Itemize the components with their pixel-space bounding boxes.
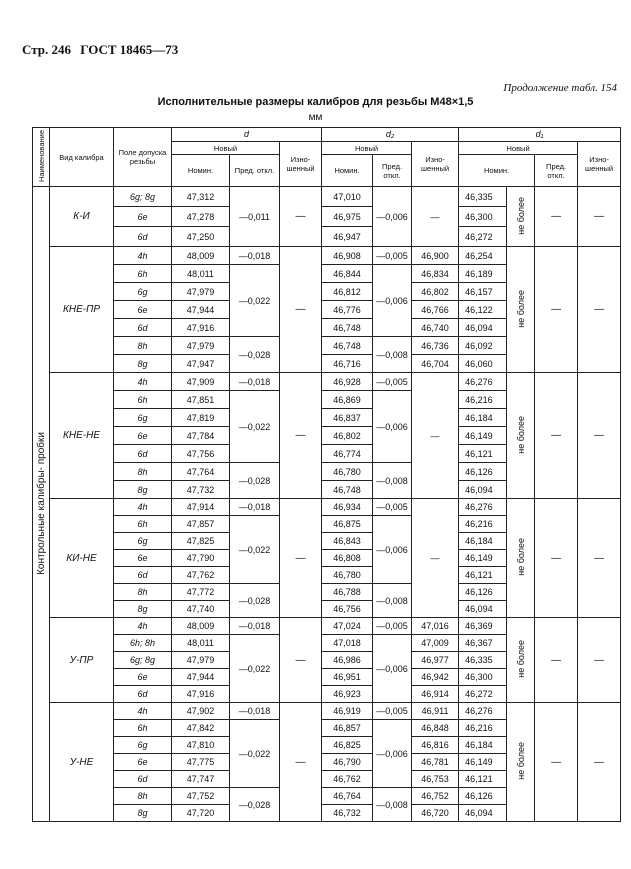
d2-worn: 47,016 <box>412 618 459 635</box>
d1-worn-header: Изно-шенный <box>578 142 621 187</box>
col-name-header: Наименование <box>33 128 50 187</box>
unit-label: мм <box>308 112 323 123</box>
d2-nominal: 46,780 <box>322 567 373 584</box>
d1-nominal: 46,184 <box>459 409 507 427</box>
table-row <box>33 187 621 207</box>
tolerance-field: 6e <box>114 669 172 686</box>
d1-nominal: 46,149 <box>459 427 507 445</box>
calibre-type: КИ-НЕ <box>50 499 114 618</box>
tolerance-field: 6d <box>114 686 172 703</box>
d1-dev-header: Пред. откл. <box>535 155 578 187</box>
d2-nominal: 46,825 <box>322 737 373 754</box>
d-nominal: 47,851 <box>172 391 230 409</box>
d-nominal: 47,842 <box>172 720 230 737</box>
d2-nominal: 46,732 <box>322 805 373 822</box>
d-worn: — <box>280 247 322 373</box>
d2-worn: 46,781 <box>412 754 459 771</box>
d2-worn: 46,848 <box>412 720 459 737</box>
d-deviation: —0,011 <box>230 187 280 247</box>
d1-nominal: 46,149 <box>459 550 507 567</box>
tolerance-field: 8g <box>114 805 172 822</box>
d2-nominal: 47,024 <box>322 618 373 635</box>
d2-deviation: —0,005 <box>373 618 412 635</box>
d-nominal: 47,790 <box>172 550 230 567</box>
d2-nominal: 46,986 <box>322 652 373 669</box>
d2-nominal: 47,018 <box>322 635 373 652</box>
not-more-label: не более <box>507 187 535 247</box>
d-worn: — <box>280 499 322 618</box>
d-nominal: 47,752 <box>172 788 230 805</box>
d2-worn: 46,977 <box>412 652 459 669</box>
d-nominal: 47,825 <box>172 533 230 550</box>
d-nominal: 47,775 <box>172 754 230 771</box>
d-nominal: 47,720 <box>172 805 230 822</box>
tolerance-field: 4h <box>114 373 172 391</box>
d-nominal: 47,916 <box>172 686 230 703</box>
d-nominal: 47,762 <box>172 567 230 584</box>
d1-nominal: 46,121 <box>459 771 507 788</box>
standard-code: ГОСТ 18465—73 <box>80 42 179 57</box>
d2-deviation: —0,005 <box>373 373 412 391</box>
d-deviation: —0,018 <box>230 373 280 391</box>
d-nominal: 47,312 <box>172 187 230 207</box>
d1-nominal: 46,276 <box>459 499 507 516</box>
not-more-label: не более <box>507 703 535 822</box>
d-nominal: 47,916 <box>172 319 230 337</box>
col-tolerance-header: Поле допуска резьбы <box>114 128 172 187</box>
d-deviation: —0,022 <box>230 391 280 463</box>
d1-nominal: 46,126 <box>459 584 507 601</box>
calibre-type: КНЕ-ПР <box>50 247 114 373</box>
d2-worn: 46,720 <box>412 805 459 822</box>
d2-nominal: 46,756 <box>322 601 373 618</box>
d1-nominal: 46,189 <box>459 265 507 283</box>
d-deviation: —0,028 <box>230 337 280 373</box>
tolerance-field: 6e <box>114 301 172 319</box>
d2-nominal: 46,812 <box>322 283 373 301</box>
d-worn: — <box>280 618 322 703</box>
tolerance-field: 6g <box>114 533 172 550</box>
d-nominal: 47,857 <box>172 516 230 533</box>
d-nominal: 47,250 <box>172 227 230 247</box>
tolerance-field: 6g <box>114 737 172 754</box>
d1-nominal: 46,122 <box>459 301 507 319</box>
d1-deviation: — <box>535 247 578 373</box>
d2-worn: 46,752 <box>412 788 459 805</box>
table-title: Исполнительные размеры калибров для резьбы M48×1,5 <box>157 96 474 108</box>
d-nominal: 47,756 <box>172 445 230 463</box>
d2-nominal: 46,975 <box>322 207 373 227</box>
tolerance-field: 6d <box>114 445 172 463</box>
tolerance-field: 8g <box>114 601 172 618</box>
d-deviation: —0,022 <box>230 635 280 703</box>
d1-nominal: 46,254 <box>459 247 507 265</box>
d-deviation: —0,028 <box>230 463 280 499</box>
col-d2-header: d₂ <box>322 128 459 142</box>
d1-nominal: 46,092 <box>459 337 507 355</box>
d2-worn: 46,740 <box>412 319 459 337</box>
tolerance-field: 6g; 8g <box>114 187 172 207</box>
d-nominal: 47,810 <box>172 737 230 754</box>
d-nominal: 47,819 <box>172 409 230 427</box>
d2-worn-header: Изно-шенный <box>412 142 459 187</box>
d2-deviation: —0,006 <box>373 635 412 703</box>
tolerance-field: 6e <box>114 550 172 567</box>
d2-worn: 46,914 <box>412 686 459 703</box>
d2-nominal: 46,923 <box>322 686 373 703</box>
d1-nominal: 46,149 <box>459 754 507 771</box>
d2-worn: 46,942 <box>412 669 459 686</box>
d1-deviation: — <box>535 703 578 822</box>
tolerance-field: 6e <box>114 427 172 445</box>
d-nominal: 48,009 <box>172 618 230 635</box>
page-header <box>22 42 184 58</box>
d2-nominal: 46,716 <box>322 355 373 373</box>
calibre-type: У-ПР <box>50 618 114 703</box>
d1-deviation: — <box>535 187 578 247</box>
d2-deviation: —0,008 <box>373 584 412 618</box>
d-deviation: —0,022 <box>230 516 280 584</box>
d1-nominal: 46,367 <box>459 635 507 652</box>
d2-nominal: 46,790 <box>322 754 373 771</box>
d2-nominal-header: Номин. <box>322 155 373 187</box>
d1-nominal: 46,272 <box>459 227 507 247</box>
d2-nominal: 46,951 <box>322 669 373 686</box>
tolerance-field: 6d <box>114 771 172 788</box>
d2-nominal: 46,748 <box>322 337 373 355</box>
table-body <box>33 187 621 822</box>
d1-worn: — <box>578 703 621 822</box>
d2-deviation: —0,008 <box>373 463 412 499</box>
group-label: Контрольные калибры- пробки <box>33 187 50 822</box>
table-row <box>33 703 621 720</box>
d2-nominal: 46,919 <box>322 703 373 720</box>
d-nominal: 48,009 <box>172 247 230 265</box>
d2-worn: 46,834 <box>412 265 459 283</box>
d1-nominal: 46,369 <box>459 618 507 635</box>
d2-nominal: 46,875 <box>322 516 373 533</box>
d2-nominal: 46,947 <box>322 227 373 247</box>
d1-deviation: — <box>535 618 578 703</box>
tolerance-field: 6d <box>114 567 172 584</box>
d2-deviation: —0,005 <box>373 703 412 720</box>
d1-nominal: 46,126 <box>459 788 507 805</box>
tolerance-field: 6h <box>114 720 172 737</box>
d2-worn: 46,704 <box>412 355 459 373</box>
d2-nominal: 46,843 <box>322 533 373 550</box>
d-deviation: —0,022 <box>230 265 280 337</box>
d2-deviation: —0,005 <box>373 499 412 516</box>
d1-nominal: 46,276 <box>459 703 507 720</box>
calibre-table <box>32 127 621 822</box>
d2-nominal: 46,934 <box>322 499 373 516</box>
d2-worn: 46,736 <box>412 337 459 355</box>
d-new-header: Новый <box>172 142 280 155</box>
col-type-header: Вид калибра <box>50 128 114 187</box>
tolerance-field: 8h <box>114 788 172 805</box>
d-deviation: —0,018 <box>230 247 280 265</box>
tolerance-field: 6e <box>114 754 172 771</box>
d1-nominal: 46,335 <box>459 652 507 669</box>
d1-nominal: 46,121 <box>459 567 507 584</box>
d-deviation: —0,028 <box>230 584 280 618</box>
tolerance-field: 8h <box>114 337 172 355</box>
d-nominal: 47,902 <box>172 703 230 720</box>
d2-deviation: —0,006 <box>373 265 412 337</box>
d2-worn: — <box>412 499 459 618</box>
d2-worn: 46,753 <box>412 771 459 788</box>
d2-nominal: 46,869 <box>322 391 373 409</box>
calibre-type: КНЕ-НЕ <box>50 373 114 499</box>
not-more-label: не более <box>507 247 535 373</box>
tolerance-field: 4h <box>114 618 172 635</box>
tolerance-field: 6h <box>114 391 172 409</box>
not-more-label: не более <box>507 499 535 618</box>
d-deviation: —0,018 <box>230 703 280 720</box>
tolerance-field: 6h; 8h <box>114 635 172 652</box>
d1-deviation: — <box>535 499 578 618</box>
tolerance-field: 4h <box>114 499 172 516</box>
d2-deviation: —0,008 <box>373 788 412 822</box>
d1-worn: — <box>578 247 621 373</box>
d1-nominal: 46,094 <box>459 319 507 337</box>
d2-nominal: 46,762 <box>322 771 373 788</box>
tolerance-field: 6e <box>114 207 172 227</box>
d2-nominal: 46,748 <box>322 319 373 337</box>
d2-worn: — <box>412 187 459 247</box>
d2-nominal: 46,802 <box>322 427 373 445</box>
d-nominal: 47,909 <box>172 373 230 391</box>
d-deviation: —0,018 <box>230 618 280 635</box>
d1-nominal: 46,216 <box>459 391 507 409</box>
d2-nominal: 46,774 <box>322 445 373 463</box>
page-number: Стр. 246 <box>22 42 71 57</box>
tolerance-field: 4h <box>114 703 172 720</box>
d1-worn: — <box>578 187 621 247</box>
d2-worn: 46,900 <box>412 247 459 265</box>
table-continuation: Продолжение табл. 154 <box>503 82 617 94</box>
d-nominal: 47,979 <box>172 283 230 301</box>
tolerance-field: 8h <box>114 463 172 481</box>
d-worn: — <box>280 703 322 822</box>
calibre-type: К-И <box>50 187 114 247</box>
d2-new-header: Новый <box>322 142 412 155</box>
d2-deviation: —0,005 <box>373 247 412 265</box>
tolerance-field: 6h <box>114 516 172 533</box>
d2-deviation: —0,008 <box>373 337 412 373</box>
d1-nominal: 46,335 <box>459 187 507 207</box>
d-nominal: 47,979 <box>172 652 230 669</box>
tolerance-field: 6d <box>114 319 172 337</box>
d2-worn: 46,911 <box>412 703 459 720</box>
d2-worn: — <box>412 373 459 499</box>
d-dev-header: Пред. откл. <box>230 155 280 187</box>
d2-worn: 46,766 <box>412 301 459 319</box>
d2-deviation: —0,006 <box>373 516 412 584</box>
d2-worn: 46,816 <box>412 737 459 754</box>
d-worn: — <box>280 187 322 247</box>
d1-new-header: Новый <box>459 142 578 155</box>
d-nominal: 47,772 <box>172 584 230 601</box>
d2-nominal: 46,908 <box>322 247 373 265</box>
d2-worn: 46,802 <box>412 283 459 301</box>
col-d1-header: d₁ <box>459 128 621 142</box>
tolerance-field: 6h <box>114 265 172 283</box>
d-worn: — <box>280 373 322 499</box>
calibre-type: У-НЕ <box>50 703 114 822</box>
not-more-label: не более <box>507 618 535 703</box>
d-nominal-header: Номин. <box>172 155 230 187</box>
d2-dev-header: Пред. откл. <box>373 155 412 187</box>
not-more-label: не более <box>507 373 535 499</box>
d1-nominal: 46,094 <box>459 481 507 499</box>
d2-deviation: —0,006 <box>373 187 412 247</box>
d1-nominal: 46,300 <box>459 669 507 686</box>
d1-nominal: 46,157 <box>459 283 507 301</box>
d1-nominal: 46,216 <box>459 720 507 737</box>
table-row <box>33 499 621 516</box>
d-nominal: 47,947 <box>172 355 230 373</box>
d2-nominal: 47,010 <box>322 187 373 207</box>
d-nominal: 48,011 <box>172 635 230 652</box>
tolerance-field: 6d <box>114 227 172 247</box>
d2-deviation: —0,006 <box>373 720 412 788</box>
d2-nominal: 46,788 <box>322 584 373 601</box>
table-row <box>33 247 621 265</box>
d-nominal: 47,944 <box>172 669 230 686</box>
tolerance-field: 4h <box>114 247 172 265</box>
d2-nominal: 46,928 <box>322 373 373 391</box>
d1-nominal: 46,216 <box>459 516 507 533</box>
d1-worn: — <box>578 499 621 618</box>
d1-nominal: 46,060 <box>459 355 507 373</box>
d2-nominal: 46,764 <box>322 788 373 805</box>
d-nominal: 47,740 <box>172 601 230 618</box>
d2-nominal: 46,780 <box>322 463 373 481</box>
d-nominal: 47,278 <box>172 207 230 227</box>
d2-nominal: 46,837 <box>322 409 373 427</box>
d2-worn: 47,009 <box>412 635 459 652</box>
tolerance-field: 8h <box>114 584 172 601</box>
tolerance-field: 8g <box>114 481 172 499</box>
d2-nominal: 46,808 <box>322 550 373 567</box>
d1-nominal-header: Номин. <box>459 155 535 187</box>
d-nominal: 47,979 <box>172 337 230 355</box>
d1-nominal: 46,272 <box>459 686 507 703</box>
table-row <box>33 618 621 635</box>
tolerance-field: 6g <box>114 283 172 301</box>
d1-nominal: 46,184 <box>459 533 507 550</box>
d2-nominal: 46,748 <box>322 481 373 499</box>
table-row <box>33 373 621 391</box>
d2-deviation: —0,006 <box>373 391 412 463</box>
d2-nominal: 46,857 <box>322 720 373 737</box>
tolerance-field: 6g <box>114 409 172 427</box>
d-nominal: 47,747 <box>172 771 230 788</box>
d1-deviation: — <box>535 373 578 499</box>
d1-nominal: 46,300 <box>459 207 507 227</box>
d-nominal: 47,732 <box>172 481 230 499</box>
d-worn-header: Изно-шенный <box>280 142 322 187</box>
d1-nominal: 46,094 <box>459 805 507 822</box>
tolerance-field: 6g; 8g <box>114 652 172 669</box>
d1-nominal: 46,276 <box>459 373 507 391</box>
d1-nominal: 46,126 <box>459 463 507 481</box>
d-nominal: 47,764 <box>172 463 230 481</box>
d2-nominal: 46,776 <box>322 301 373 319</box>
d1-nominal: 46,184 <box>459 737 507 754</box>
d2-nominal: 46,844 <box>322 265 373 283</box>
d1-nominal: 46,121 <box>459 445 507 463</box>
d1-nominal: 46,094 <box>459 601 507 618</box>
col-d-header: d <box>172 128 322 142</box>
d1-worn: — <box>578 618 621 703</box>
d-deviation: —0,028 <box>230 788 280 822</box>
d-nominal: 47,784 <box>172 427 230 445</box>
d1-worn: — <box>578 373 621 499</box>
d-nominal: 48,011 <box>172 265 230 283</box>
tolerance-field: 8g <box>114 355 172 373</box>
d-nominal: 47,944 <box>172 301 230 319</box>
d-deviation: —0,018 <box>230 499 280 516</box>
d-deviation: —0,022 <box>230 720 280 788</box>
d-nominal: 47,914 <box>172 499 230 516</box>
